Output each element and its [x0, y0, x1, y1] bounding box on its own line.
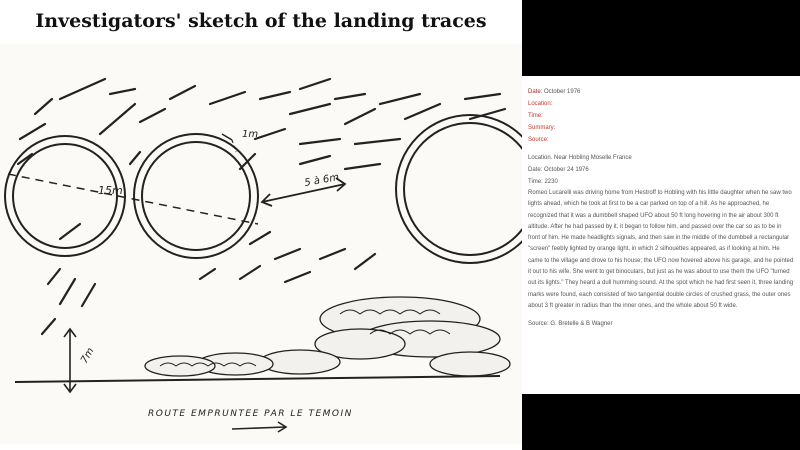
location-label: Location: [528, 101, 553, 107]
time-label: Time: [528, 113, 543, 119]
date-line: Date: October 24 1976 [528, 167, 589, 173]
record-panel [522, 76, 800, 394]
distance-arrow [262, 184, 345, 202]
source-line: Source: G. Bretelle & B Wagner [528, 321, 613, 328]
date-label: Date: [528, 89, 543, 95]
road-caption: ROUTE EMPRUNTEE PAR LE TEMOIN [148, 409, 353, 419]
summary-text: Romeo Lucarelli was driving home from Hestroff to Hobling with his little daughter when he saw two lights ahead, which he took at first to be a car parked on top of a hill. As he approached, he recognized that it was a dumbbell shaped UFO about 50 ft long hovering in the air about 300 ft altitude. After he had passed by it, it began to follow him, and passed over the car so as to be in front of him. He made headlights signals, and then saw in the middle of the dumbbell a rectangular "screen" feebly lighted by orange light, in which 2 silhouettes appeared, as if looking at him. He came to the village and drove to his house; the UFO now hovered above his garage, and he pointed it out to his wife. She went to get binoculars, but just as he was about to use them the UFO "turned out its lights." They heard a dull humming sound. At the spot which he had first seen it, three landing marks were found, each consisted of two tangential double circles of crushed grass, the outer ones about 3 ft greater in radius than the inner ones, and the whole about 50 ft wide. [528, 190, 794, 309]
landing-traces-sketch [0, 44, 522, 444]
summary-label: Summary: [528, 125, 556, 131]
grass-strokes [18, 79, 505, 334]
location-line: Location. Near Hobling Moselle France [528, 155, 632, 161]
date-value: October 1976 [544, 89, 581, 95]
circle-middle-outer [134, 134, 258, 258]
image-title: Investigators' sketch of the landing traces [35, 10, 487, 32]
road-line [15, 376, 500, 382]
date-field [528, 86, 794, 98]
diameter-line [8, 174, 258, 224]
sketch-drawing [0, 44, 522, 444]
bushes [145, 297, 510, 376]
label-distance: 5 à 6m [303, 172, 340, 189]
label-width: 1m [242, 129, 259, 140]
time-line: Time: 2230 [528, 179, 558, 185]
circle-right-inner [404, 123, 522, 255]
source-label: Source: [528, 137, 549, 143]
circle-right-outer [396, 115, 522, 263]
label-height: 7m [79, 346, 97, 366]
circle-middle-inner [142, 142, 250, 250]
label-diameter: 15m [98, 184, 123, 197]
